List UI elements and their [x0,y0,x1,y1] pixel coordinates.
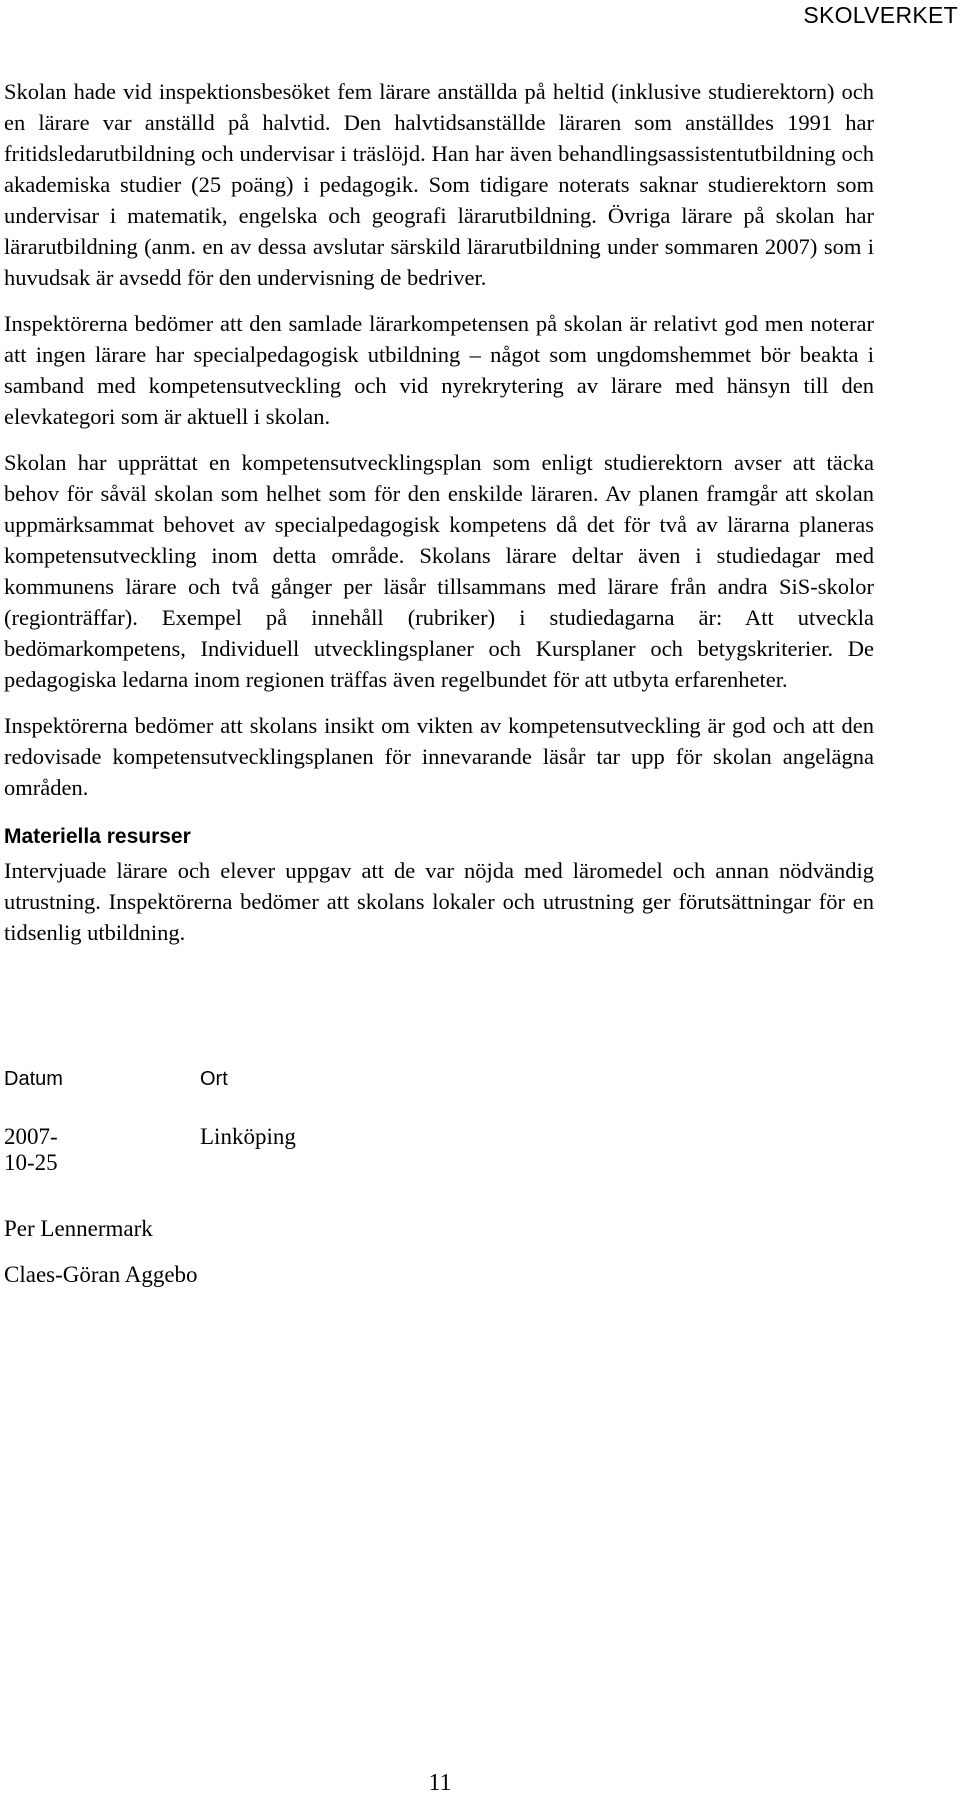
document-header: SKOLVERKET [803,2,958,28]
paragraph-development-assessment: Inspektörerna bedömer att skolans insikt om vikten av kompetensutveckling är god och att den redovisade kompetensutvecklingsplanen för innevarande läsår tar upp för skolan angelägna områden. [4,713,874,800]
section-heading-material-resources: Materiella resurser [4,825,191,848]
signatory-name: Claes-Göran Aggebo [4,1262,198,1287]
paragraph-competence-assessment: Inspektörerna bedömer att den samlade lärarkompetensen på skolan är relativt god men noterar att ingen lärare har specialpedagogisk utbildning – något som ungdomshemmet bör beakta i samband med kompetensutveckling och vid nyrekrytering av lärare med hänsyn till den elevkategori som är aktuell i skolan. [4,311,874,429]
paragraph-development-plan: Skolan har upprättat en kompetensutvecklingsplan som enligt studierektorn avser att täcka behov för såväl skolan som helhet som för den enskilde läraren. Av planen framgår att skolan uppmärksammat behovet av specialpedagogisk kompetens då det för två av lärarna planeras kompetensutveckling inom detta område. Skolans lärare deltar även i studiedagar med kommunens lärare och två gånger per läsår tillsammans med lärare från andra SiS-skolor (regionträffar). Exempel på innehåll (rubriker) i studiedagarna är: Att utveckla bedömarkompetens, Individuell utvecklingsplaner och Kursplaner och betygskriterier. De pedagogiska ledarna inom regionen träffas även regelbundet för att utbyta erfarenheter. [4,450,874,692]
document-body [4,76,874,963]
page-number: 11 [428,1770,452,1796]
date-label: Datum [4,1068,63,1090]
place-label: Ort [200,1068,228,1090]
place-value: Linköping [200,1124,296,1149]
date-value: 2007-10-25 [4,1124,58,1175]
paragraph-teacher-staffing: Skolan hade vid inspektionsbesöket fem lärare anställda på heltid (inklusive studierektorn) och en lärare var anställd på halvtid. Den halvtidsanställde läraren som anställdes 1991 har fritidsledarutbildning och undervisar i träslöjd. Han har även behandlingsassistentutbildning och akademiska studier (25 poäng) i pedagogik. Som tidigare noterats saknar studierektorn som undervisar i matematik, engelska och geografi lärarutbildning. Övriga lärare på skolan har lärarutbildning (anm. en av dessa avslutar särskild lärarutbildning under sommaren 2007) som i huvudsak är avsedd för den undervisning de bedriver. [4,79,874,290]
signatory-name: Per Lennermark [4,1216,153,1241]
paragraph-material-resources: Intervjuade lärare och elever uppgav att de var nöjda med läromedel och annan nödvändig utrustning. Inspektörerna bedömer att skolans lokaler och utrustning ger förutsättningar för en tidsenlig utbildning. [4,858,874,945]
